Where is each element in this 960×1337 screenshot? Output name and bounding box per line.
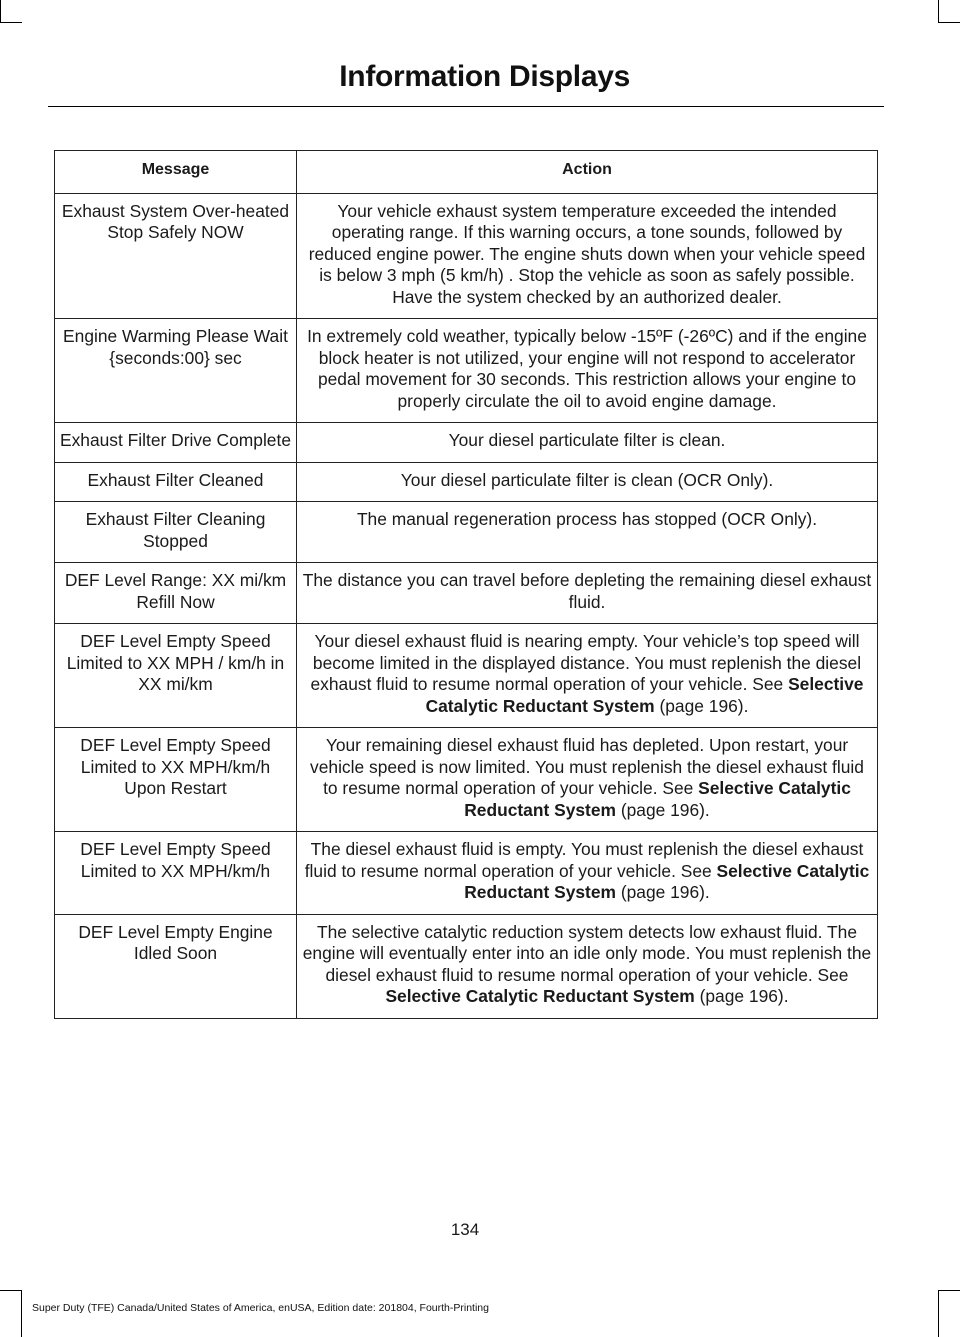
action-text: The selective catalytic reduction system detects low exhaust fluid. The engine will eventually enter into an idle only mode. You must replenish the diesel exhaust fluid to resume normal operation of your vehicle. See bbox=[302, 921, 872, 985]
crop-mark bbox=[0, 1290, 22, 1291]
action-text: Your remaining diesel exhaust fluid has depleted. Upon restart, your vehicle speed is now limited. You must replenish the diesel exhaust fluid to resume normal operation of your vehicle. See bbox=[310, 735, 864, 798]
message-cell: DEF Level Empty Speed Limited to XX MPH/km/h Upon Restart bbox=[55, 728, 297, 832]
action-cell: Your vehicle exhaust system temperature exceeded the intended operating range. If this warning occurs, a tone sounds, followed by reduced engine power. The engine shuts down when your vehicle speed is below 3 mph (5 km/h) . Stop the vehicle as soon as safely possible. Have the system checked by an authorized dealer. bbox=[297, 193, 878, 319]
cross-reference-link[interactable]: Selective Catalytic Reductant System bbox=[464, 778, 851, 820]
action-cell: Your diesel particulate filter is clean (OCR Only). bbox=[297, 462, 878, 502]
message-cell: DEF Level Empty Speed Limited to XX MPH/km/h bbox=[55, 832, 297, 915]
crop-mark bbox=[0, 22, 22, 23]
action-cell: In extremely cold weather, typically below -15ºF (-26ºC) and if the engine block heater is not utilized, your engine will not respond to accelerator pedal movement for 30 seconds. This restriction allows your engine to properly circulate the oil to avoid engine damage. bbox=[297, 319, 878, 423]
table-header-row bbox=[55, 151, 878, 194]
cross-reference-link[interactable]: Selective Catalytic Reductant System bbox=[385, 986, 695, 1006]
message-cell: DEF Level Range: XX mi/km Refill Now bbox=[55, 563, 297, 624]
table-row bbox=[55, 914, 878, 1018]
page-reference: (page 196). bbox=[699, 986, 789, 1006]
message-cell: Exhaust Filter Cleaning Stopped bbox=[55, 502, 297, 563]
action-cell bbox=[297, 914, 878, 1018]
message-cell: Exhaust Filter Cleaned bbox=[55, 462, 297, 502]
crop-mark bbox=[938, 0, 939, 22]
table-row bbox=[55, 462, 878, 502]
table-row bbox=[55, 563, 878, 624]
table-row bbox=[55, 624, 878, 728]
crop-mark bbox=[938, 1290, 960, 1291]
table-row bbox=[55, 832, 878, 915]
column-header-message: Message bbox=[55, 151, 297, 194]
page-number: 134 bbox=[450, 1220, 480, 1239]
title-divider bbox=[48, 106, 884, 107]
action-cell bbox=[297, 832, 878, 915]
table-row bbox=[55, 423, 878, 463]
footer-edition-text: Super Duty (TFE) Canada/United States of America, enUSA, Edition date: 201804, Fourth-Printing bbox=[32, 1302, 489, 1314]
action-cell bbox=[297, 728, 878, 832]
action-cell: Your diesel particulate filter is clean. bbox=[297, 423, 878, 463]
table-row bbox=[55, 193, 878, 319]
table-row bbox=[55, 319, 878, 423]
action-text: Your diesel exhaust fluid is nearing empty. Your vehicle’s top speed will become limited in the displayed distance. You must replenish the diesel exhaust fluid to resume normal operation of your vehicle. See bbox=[310, 631, 862, 694]
page-reference: (page 196). bbox=[620, 882, 710, 902]
cross-reference-link[interactable]: Selective Catalytic Reductant System bbox=[464, 860, 870, 902]
crop-mark bbox=[938, 22, 960, 23]
page-reference: (page 196). bbox=[659, 695, 749, 716]
action-text: The diesel exhaust fluid is empty. You must replenish the diesel exhaust fluid to resume normal operation of your vehicle. See bbox=[304, 839, 864, 881]
cross-reference-link[interactable]: Selective Catalytic Reductant System bbox=[425, 674, 864, 716]
crop-mark bbox=[938, 1290, 939, 1337]
page-reference: (page 196). bbox=[620, 799, 710, 820]
message-cell: DEF Level Empty Engine Idled Soon bbox=[55, 914, 297, 1018]
message-cell: Exhaust System Over-heated Stop Safely NOW bbox=[55, 193, 297, 319]
table-row bbox=[55, 502, 878, 563]
message-cell: DEF Level Empty Speed Limited to XX MPH / km/h in XX mi/km bbox=[55, 624, 297, 728]
action-cell: The manual regeneration process has stopped (OCR Only). bbox=[297, 502, 878, 563]
message-cell: Exhaust Filter Drive Complete bbox=[55, 423, 297, 463]
crop-mark bbox=[0, 0, 1, 22]
action-cell: The distance you can travel before depleting the remaining diesel exhaust fluid. bbox=[297, 563, 878, 624]
column-header-action: Action bbox=[297, 151, 878, 194]
crop-mark bbox=[21, 1290, 22, 1337]
page-title: Information Displays bbox=[339, 60, 630, 93]
table-row bbox=[55, 728, 878, 832]
message-cell: Engine Warming Please Wait {seconds:00} sec bbox=[55, 319, 297, 423]
messages-table bbox=[54, 150, 878, 1019]
action-cell bbox=[297, 624, 878, 728]
